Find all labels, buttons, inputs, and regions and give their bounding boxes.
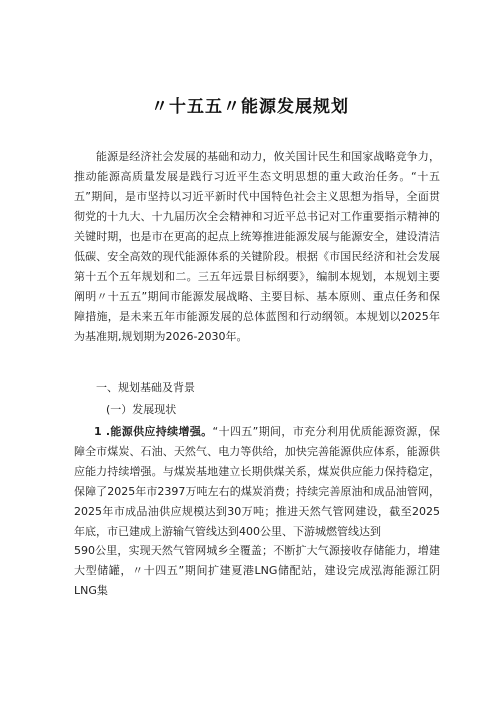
energy-supply-body: “十四五”期间，市充分利用优质能源资源，保障全市煤炭、石油、天然气、电力等供给，加快完善能源供应体系，能源供应能力持续增强。与煤炭基地建立长期供煤关系，煤炭供应能力保持稳定，保障了2025年市2397万吨左右的煤炭消费；持续完善原油和成品油管网，2025年市成品油供应规模达到30万吨；推进天然气管网建设，截至2025年底，市已建成上游输气管线达到400公里、下游城燃管线达到 [74,425,440,538]
subsection-heading-current-status: (一）发展现状 [106,403,177,416]
energy-supply-paragraph [74,422,440,542]
intro-paragraph: 能源是经济社会发展的基础和动力，攸关国计民生和国家战略竞争力，推动能源高质量发展是践行习近平生态文明思想的重大政治任务。“十五五”期间，是市坚持以习近平新时代中国特色社会主义思想为指导，全面贯彻党的十九大、十九届历次全会精神和习近平总书记对工作重要指示精神的关键时期，也是市在更高的起点上统筹推进能源发展与能源安全，建设清洁低碳、安全高效的现代能源体系的关键阶段。根据《市国民经济和社会发展第十五个五年规划和二。三五年远景目标纲要》，编制本规划，本规划主要阐明〃十五五”期间市能源发展战略、主要目标、基本原则、重点任务和保障措施，是未来五年市能源发展的总体蓝图和行动纲领。本规划以2025年为基准期,规划期为2026-2030年。 [74,150,440,343]
page-title: 〃十五五〃能源发展规划 [151,97,349,117]
energy-supply-continuation: 590公里，实现天然气管网城乡全覆盖；不断扩大气源接收存储能力，增建大型储罐，〃十四五”期间扩建夏港LNG储配站，建设完成泓海能源江阴LNG集 [74,544,440,597]
energy-supply-lead: 1 .能源供应持续增强。 [94,425,213,438]
section-heading-planning-basis: 一、规划基础及背景 [96,381,195,394]
